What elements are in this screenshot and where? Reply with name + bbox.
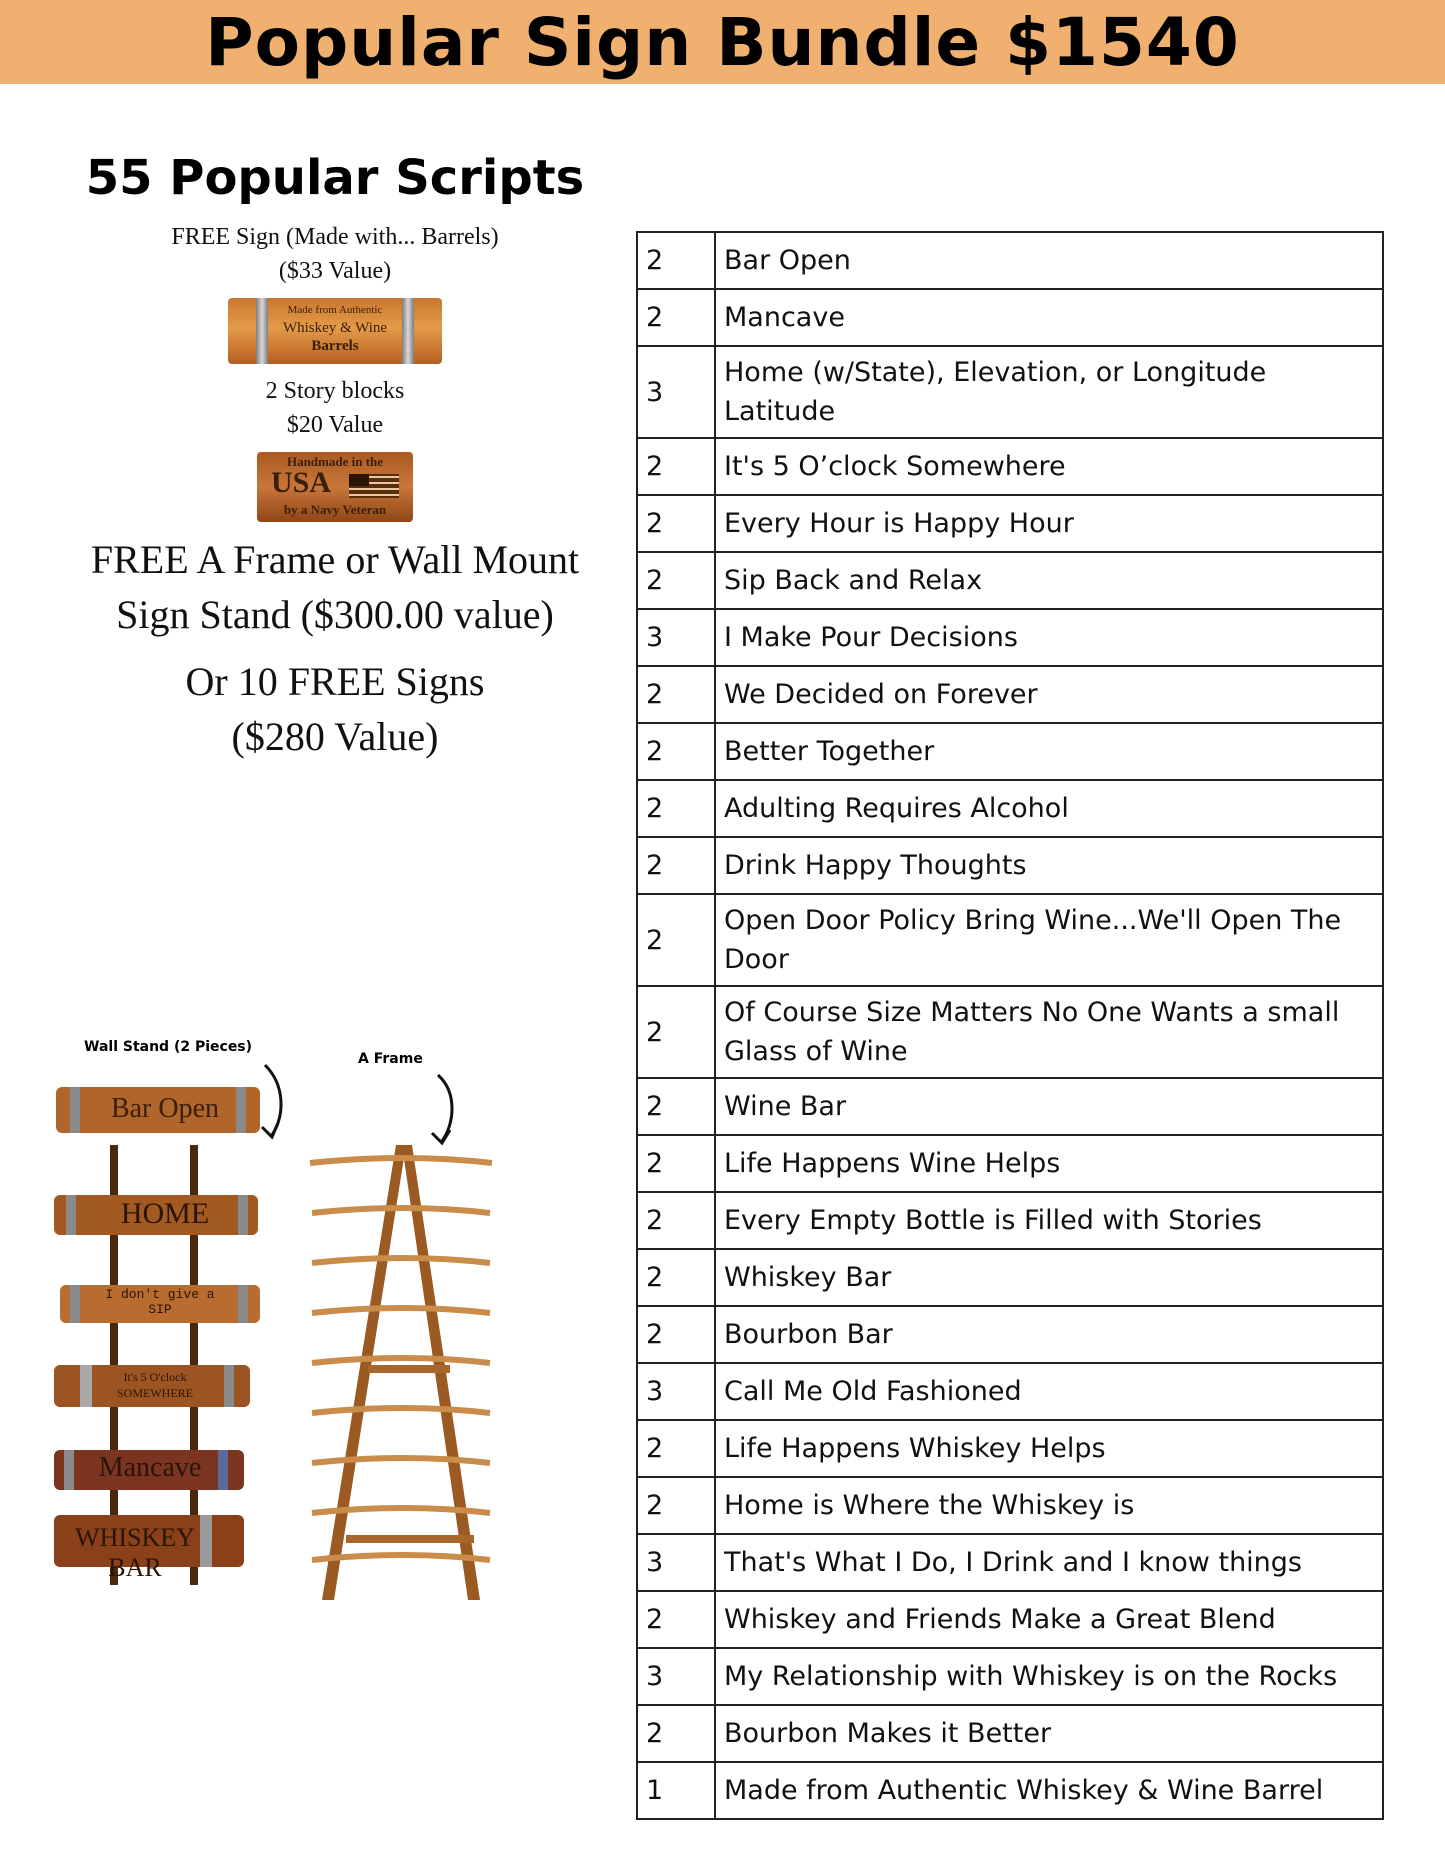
script-name-cell: Whiskey Bar: [715, 1249, 1383, 1306]
script-name-cell: Every Hour is Happy Hour: [715, 495, 1383, 552]
quantity-cell: 2: [637, 1249, 715, 1306]
script-name-cell: Life Happens Whiskey Helps: [715, 1420, 1383, 1477]
quantity-cell: 2: [637, 837, 715, 894]
quantity-cell: 2: [637, 552, 715, 609]
script-name-cell: My Relationship with Whiskey is on the Rocks: [715, 1648, 1383, 1705]
offer-line1: FREE A Frame or Wall Mount: [90, 537, 580, 582]
table-row: [637, 438, 1383, 495]
table-row: [637, 1762, 1383, 1819]
table-row: [637, 552, 1383, 609]
script-name-cell: That's What I Do, I Drink and I know things: [715, 1534, 1383, 1591]
script-name-cell: Bourbon Bar: [715, 1306, 1383, 1363]
script-name-cell: Sip Back and Relax: [715, 552, 1383, 609]
script-name-cell: Life Happens Wine Helps: [715, 1135, 1383, 1192]
script-name-cell: Wine Bar: [715, 1078, 1383, 1135]
table-row: [637, 289, 1383, 346]
quantity-cell: 2: [637, 1477, 715, 1534]
script-name-cell: Adulting Requires Alcohol: [715, 780, 1383, 837]
a-frame-label: A Frame: [358, 1051, 423, 1067]
wall-sign-text: WHISKEY BAR: [75, 1523, 195, 1582]
arrow-head-icon: [432, 1130, 450, 1143]
table-row: [637, 1705, 1383, 1762]
quantity-cell: 3: [637, 1534, 715, 1591]
quantity-cell: 2: [637, 232, 715, 289]
table-row: [637, 780, 1383, 837]
table-row: [637, 1249, 1383, 1306]
quantity-cell: 2: [637, 1135, 715, 1192]
title-banner: [0, 0, 1445, 84]
script-name-cell: Home (w/State), Elevation, or Longitude Latitude: [715, 346, 1383, 438]
quantity-cell: 2: [637, 438, 715, 495]
table-row: [637, 609, 1383, 666]
table-row: [637, 346, 1383, 438]
table-row: [637, 894, 1383, 986]
quantity-cell: 2: [637, 289, 715, 346]
table-row: [637, 1591, 1383, 1648]
table-row: [637, 1363, 1383, 1420]
script-name-cell: Made from Authentic Whiskey & Wine Barrel: [715, 1762, 1383, 1819]
story-blocks-line2: $20 Value: [286, 412, 384, 438]
table-row: [637, 1420, 1383, 1477]
quantity-cell: 2: [637, 1705, 715, 1762]
script-name-cell: We Decided on Forever: [715, 666, 1383, 723]
quantity-cell: 2: [637, 986, 715, 1078]
arrow-head-icon: [262, 1123, 278, 1137]
script-name-cell: Call Me Old Fashioned: [715, 1363, 1383, 1420]
scripts-title: 55 Popular Scripts: [85, 150, 585, 206]
quantity-cell: 2: [637, 1192, 715, 1249]
usa-block-image: [257, 452, 413, 522]
quantity-cell: 2: [637, 495, 715, 552]
quantity-cell: 3: [637, 1648, 715, 1705]
scripts-table: [636, 231, 1384, 1820]
script-name-cell: Mancave: [715, 289, 1383, 346]
barrel-plaque-line1: Made from Authentic: [287, 304, 383, 316]
barrel-plaque-line2: Whiskey & Wine: [282, 320, 388, 336]
wall-sign-text: Mancave: [98, 1452, 202, 1483]
wall-sign-text: Bar Open: [110, 1093, 220, 1124]
quantity-cell: 2: [637, 894, 715, 986]
table-row: [637, 1477, 1383, 1534]
wall-sign-text: HOME: [120, 1197, 210, 1230]
script-name-cell: Better Together: [715, 723, 1383, 780]
script-name-cell: Drink Happy Thoughts: [715, 837, 1383, 894]
table-row: [637, 986, 1383, 1078]
script-name-cell: Open Door Policy Bring Wine...We'll Open The Door: [715, 894, 1383, 986]
table-row: [637, 1135, 1383, 1192]
free-sign-line1: FREE Sign (Made with... Barrels): [171, 224, 499, 250]
offer-line4: ($280 Value): [231, 714, 439, 759]
table-row: [637, 723, 1383, 780]
quantity-cell: 2: [637, 666, 715, 723]
offer-line2: Sign Stand ($300.00 value): [116, 592, 554, 637]
script-name-cell: Bourbon Makes it Better: [715, 1705, 1383, 1762]
table-row: [637, 1534, 1383, 1591]
story-blocks-line1: 2 Story blocks: [265, 378, 405, 404]
quantity-cell: 2: [637, 1078, 715, 1135]
quantity-cell: 3: [637, 1363, 715, 1420]
table-row: [637, 837, 1383, 894]
bundle-details: [50, 150, 620, 764]
table-row: [637, 1192, 1383, 1249]
wall-stand-label: Wall Stand (2 Pieces): [84, 1039, 253, 1055]
wall-sign-text: It's 5 O'clock SOMEWHERE: [117, 1370, 193, 1400]
quantity-cell: 2: [637, 723, 715, 780]
barrel-sign-image: [228, 298, 442, 364]
quantity-cell: 2: [637, 780, 715, 837]
table-row: [637, 666, 1383, 723]
script-name-cell: It's 5 O’clock Somewhere: [715, 438, 1383, 495]
table-row: [637, 1306, 1383, 1363]
table-row: [637, 232, 1383, 289]
offer-line3: Or 10 FREE Signs: [185, 659, 485, 704]
barrel-plaque-line3: Barrels: [311, 338, 359, 354]
script-name-cell: Of Course Size Matters No One Wants a small Glass of Wine: [715, 986, 1383, 1078]
us-flag-icon: [349, 474, 399, 498]
table-row: [637, 1078, 1383, 1135]
quantity-cell: 2: [637, 1420, 715, 1477]
quantity-cell: 3: [637, 346, 715, 438]
page-title: Popular Sign Bundle $1540: [205, 3, 1240, 81]
table-row: [637, 495, 1383, 552]
script-name-cell: Bar Open: [715, 232, 1383, 289]
quantity-cell: 2: [637, 1591, 715, 1648]
stand-images: [40, 1035, 540, 1615]
table-row: [637, 1648, 1383, 1705]
scripts-table-body: [637, 232, 1383, 1819]
script-name-cell: I Make Pour Decisions: [715, 609, 1383, 666]
script-name-cell: Whiskey and Friends Make a Great Blend: [715, 1591, 1383, 1648]
quantity-cell: 1: [637, 1762, 715, 1819]
wall-sign-text: I don't give a SIP: [105, 1287, 215, 1317]
usa-plaque-line2: USA: [271, 466, 332, 499]
usa-plaque-line3: by a Navy Veteran: [283, 502, 387, 517]
quantity-cell: 3: [637, 609, 715, 666]
quantity-cell: 2: [637, 1306, 715, 1363]
script-name-cell: Every Empty Bottle is Filled with Stories: [715, 1192, 1383, 1249]
free-sign-line2: ($33 Value): [278, 258, 392, 284]
usa-plaque-line1: Handmade in the: [286, 454, 384, 469]
a-frame-stand: [310, 1145, 492, 1600]
script-name-cell: Home is Where the Whiskey is: [715, 1477, 1383, 1534]
